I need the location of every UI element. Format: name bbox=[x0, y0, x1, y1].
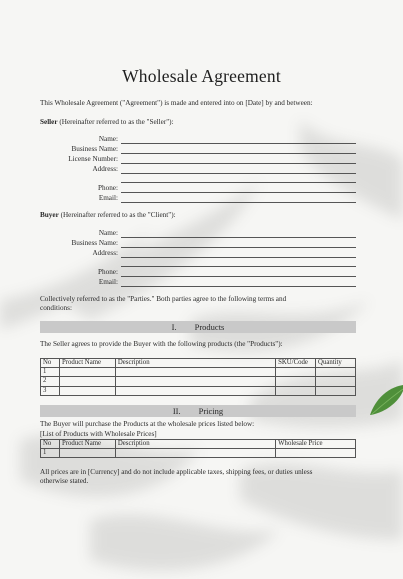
table-row bbox=[41, 368, 356, 377]
buyer-name-label: Name: bbox=[98, 229, 118, 237]
section-products-number: I. bbox=[171, 322, 177, 332]
table-cell[interactable] bbox=[115, 377, 275, 386]
table-cell[interactable] bbox=[316, 377, 356, 386]
pricing-table-header-row bbox=[41, 440, 356, 449]
currency-note-line-2: otherwise stated. bbox=[40, 477, 89, 485]
buyer-heading-bold: Buyer bbox=[40, 211, 59, 219]
seller-address-line-2[interactable] bbox=[121, 182, 356, 183]
seller-address-label: Address: bbox=[92, 165, 118, 173]
buyer-address-label: Address: bbox=[92, 249, 118, 257]
table-cell[interactable] bbox=[276, 368, 316, 377]
buyer-email-label: Email: bbox=[98, 278, 118, 286]
products-intro-text: The Seller agrees to provide the Buyer with the following products (the "Products"): bbox=[40, 340, 283, 348]
pricing-list-label: [List of Products with Wholesale Prices] bbox=[40, 430, 157, 438]
row-number: 3 bbox=[41, 386, 60, 395]
seller-heading bbox=[40, 118, 174, 127]
table-cell[interactable] bbox=[115, 449, 275, 458]
seller-name-line[interactable] bbox=[121, 143, 356, 144]
buyer-heading bbox=[40, 211, 176, 220]
table-cell[interactable] bbox=[316, 368, 356, 377]
products-col-no: No bbox=[41, 359, 60, 368]
document-title: Wholesale Agreement bbox=[122, 66, 281, 86]
seller-heading-bold: Seller bbox=[40, 118, 58, 126]
seller-address-line-1[interactable] bbox=[121, 173, 356, 174]
table-row bbox=[41, 449, 356, 458]
pricing-col-product-name: Product Name bbox=[59, 440, 115, 449]
pricing-table bbox=[40, 439, 356, 458]
buyer-phone-line[interactable] bbox=[121, 276, 356, 277]
buyer-business-name-label: Business Name: bbox=[71, 239, 118, 247]
table-cell[interactable] bbox=[59, 368, 115, 377]
currency-note-line-1: All prices are in [Currency] and do not include applicable taxes, shipping fees, or duties unless bbox=[40, 468, 313, 476]
section-products-banner bbox=[40, 321, 356, 333]
row-number: 1 bbox=[41, 449, 60, 458]
pricing-col-wholesale-price: Wholesale Price bbox=[276, 440, 356, 449]
buyer-business-name-line[interactable] bbox=[121, 247, 356, 248]
parties-text-line-2: conditions: bbox=[40, 304, 72, 312]
green-leaf-image bbox=[368, 383, 403, 419]
buyer-address-line-2[interactable] bbox=[121, 266, 356, 267]
seller-phone-line[interactable] bbox=[121, 192, 356, 193]
seller-business-name-line[interactable] bbox=[121, 153, 356, 154]
seller-phone-label: Phone: bbox=[98, 184, 118, 192]
buyer-heading-rest: (Hereinafter referred to as the "Client"): bbox=[60, 211, 176, 219]
seller-email-line[interactable] bbox=[121, 202, 356, 203]
parties-text-line-1: Collectively referred to as the "Parties." Both parties agree to the following terms and bbox=[40, 295, 287, 303]
section-products-title: Products bbox=[194, 322, 225, 332]
buyer-address-line-1[interactable] bbox=[121, 257, 356, 258]
products-col-sku: SKU/Code bbox=[276, 359, 316, 368]
table-cell[interactable] bbox=[115, 368, 275, 377]
table-row bbox=[41, 386, 356, 395]
intro-text: This Wholesale Agreement ("Agreement") is made and entered into on [Date] by and between: bbox=[40, 99, 313, 107]
section-pricing-title: Pricing bbox=[198, 406, 224, 416]
table-cell[interactable] bbox=[276, 386, 316, 395]
products-table-header-row bbox=[41, 359, 356, 368]
products-col-product-name: Product Name bbox=[59, 359, 115, 368]
pricing-col-no: No bbox=[41, 440, 60, 449]
table-cell[interactable] bbox=[115, 386, 275, 395]
seller-heading-rest: (Hereinafter referred to as the "Seller"): bbox=[59, 118, 174, 126]
products-col-description: Description bbox=[115, 359, 275, 368]
table-cell[interactable] bbox=[59, 449, 115, 458]
table-row bbox=[41, 377, 356, 386]
table-cell[interactable] bbox=[316, 386, 356, 395]
table-cell[interactable] bbox=[276, 449, 356, 458]
buyer-phone-label: Phone: bbox=[98, 268, 118, 276]
pricing-col-description: Description bbox=[115, 440, 275, 449]
table-cell[interactable] bbox=[59, 377, 115, 386]
seller-email-label: Email: bbox=[98, 194, 118, 202]
products-table bbox=[40, 358, 356, 396]
seller-business-name-label: Business Name: bbox=[71, 145, 118, 153]
table-cell[interactable] bbox=[59, 386, 115, 395]
seller-license-number-line[interactable] bbox=[121, 163, 356, 164]
section-pricing-number: II. bbox=[172, 406, 181, 416]
products-col-quantity: Quantity bbox=[316, 359, 356, 368]
pricing-intro-text: The Buyer will purchase the Products at the wholesale prices listed below: bbox=[40, 420, 255, 428]
buyer-email-line[interactable] bbox=[121, 286, 356, 287]
row-number: 1 bbox=[41, 368, 60, 377]
row-number: 2 bbox=[41, 377, 60, 386]
table-cell[interactable] bbox=[276, 377, 316, 386]
buyer-name-line[interactable] bbox=[121, 237, 356, 238]
seller-license-number-label: License Number: bbox=[68, 155, 118, 163]
section-pricing-banner bbox=[40, 405, 356, 417]
seller-name-label: Name: bbox=[98, 135, 118, 143]
